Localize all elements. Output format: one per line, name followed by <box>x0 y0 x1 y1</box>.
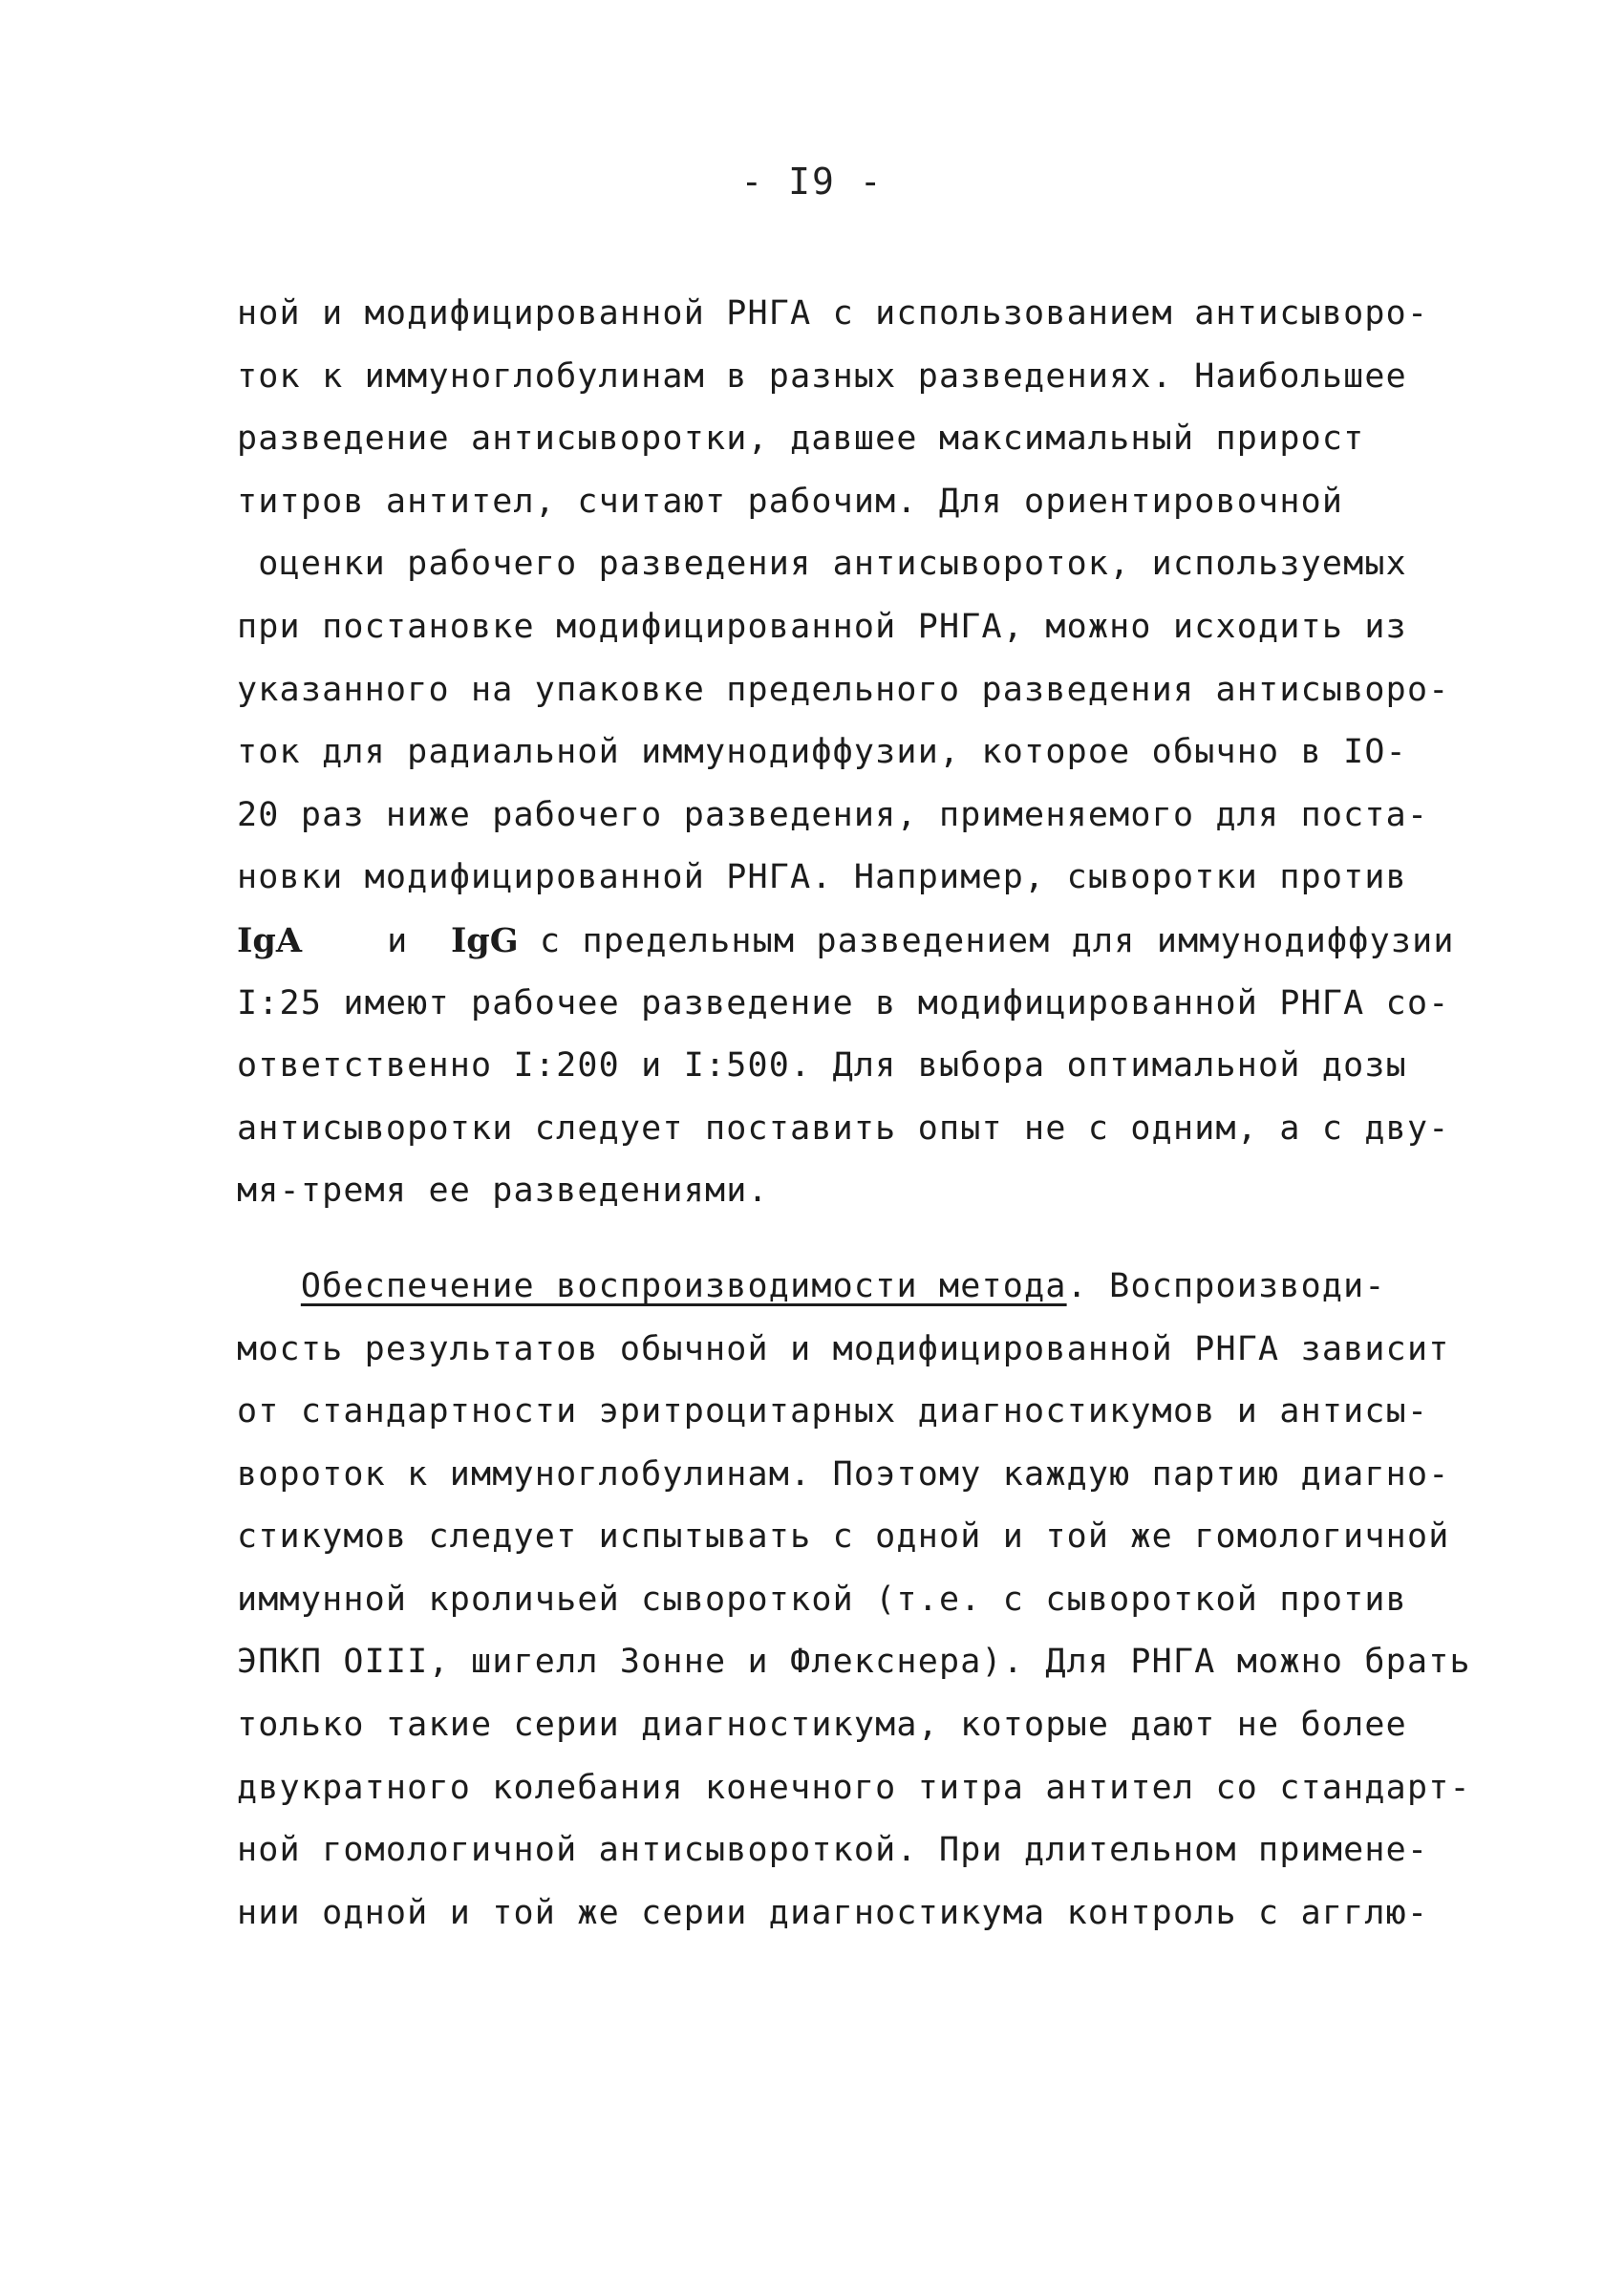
text-line: ток для радиальной иммунодиффузии, которое обычно в IO- <box>237 733 1407 772</box>
text-line: мость результатов обычной и модифицированной РНГА зависит <box>237 1329 1450 1368</box>
text-line: стикумов следует испытывать с одной и той же гомологичной <box>237 1517 1450 1557</box>
text-line: I:25 имеют рабочее разведение в модифицированной РНГА со- <box>237 983 1450 1022</box>
text-line: оценки рабочего разведения антисывороток, используемых <box>237 545 1407 584</box>
section-heading: Обеспечение воспроизводимости метода <box>300 1266 1067 1305</box>
text-line: ной и модифицированной РНГА с использованием антисыворо- <box>237 294 1429 333</box>
text-line: нии одной и той же серии диагностикума контроль с агглю- <box>237 1893 1429 1932</box>
text-line: новки модифицированной РНГА. Например, сыворотки против <box>237 858 1407 897</box>
text-line: ответственно I:200 и I:500. Для выбора оптимальной дозы <box>237 1046 1407 1086</box>
text-line: 20 раз ниже рабочего разведения, применяемого для поста- <box>237 795 1429 834</box>
text-line: титров антител, считают рабочим. Для ориентировочной <box>237 482 1344 521</box>
text-line-iga <box>237 910 1498 973</box>
text-line: указанного на упаковке предельного разведения антисыворо- <box>237 670 1450 709</box>
text-line: вороток к иммуноглобулинам. Поэтому каждую партию диагно- <box>237 1454 1450 1494</box>
text-span: с предельным разведением для иммунодиффузии <box>539 921 1455 960</box>
text-line: ЭПКП OIII, шигелл Зонне и Флекснера). Для РНГА можно брать <box>237 1643 1471 1682</box>
section-heading-line <box>237 1256 1498 1319</box>
text-line: разведение антисыворотки, давшее максимальный прирост <box>237 419 1365 459</box>
text-line: двукратного колебания конечного титра антител со стандарт- <box>237 1768 1471 1807</box>
text-line: при постановке модифицированной РНГА, можно исходить из <box>237 607 1407 646</box>
text-line: ток к иммуноглобулинам в разных разведениях. Наибольшее <box>237 356 1407 396</box>
text-line: иммунной кроличьей сывороткой (т.е. с сывороткой против <box>237 1580 1407 1619</box>
igg-label: IgG <box>450 920 519 960</box>
paragraph-gap <box>237 1223 1498 1256</box>
text-line: только такие серии диагностикума, которые дают не более <box>237 1706 1407 1745</box>
text-line: ной гомологичной антисывороткой. При длительном примене- <box>237 1831 1429 1870</box>
conjunction: и <box>387 921 409 960</box>
body-text <box>237 283 1498 1945</box>
iga-label: IgA <box>237 920 303 960</box>
text-line: мя-тремя ее разведениями. <box>237 1172 769 1211</box>
text-line: от стандартности эритроцитарных диагностикумов и антисы- <box>237 1392 1429 1431</box>
text-span: . Воспроизводи- <box>1066 1266 1386 1305</box>
page-number: - I9 - <box>740 161 884 203</box>
text-line: антисыворотки следует поставить опыт не с одним, а с дву- <box>237 1108 1450 1148</box>
